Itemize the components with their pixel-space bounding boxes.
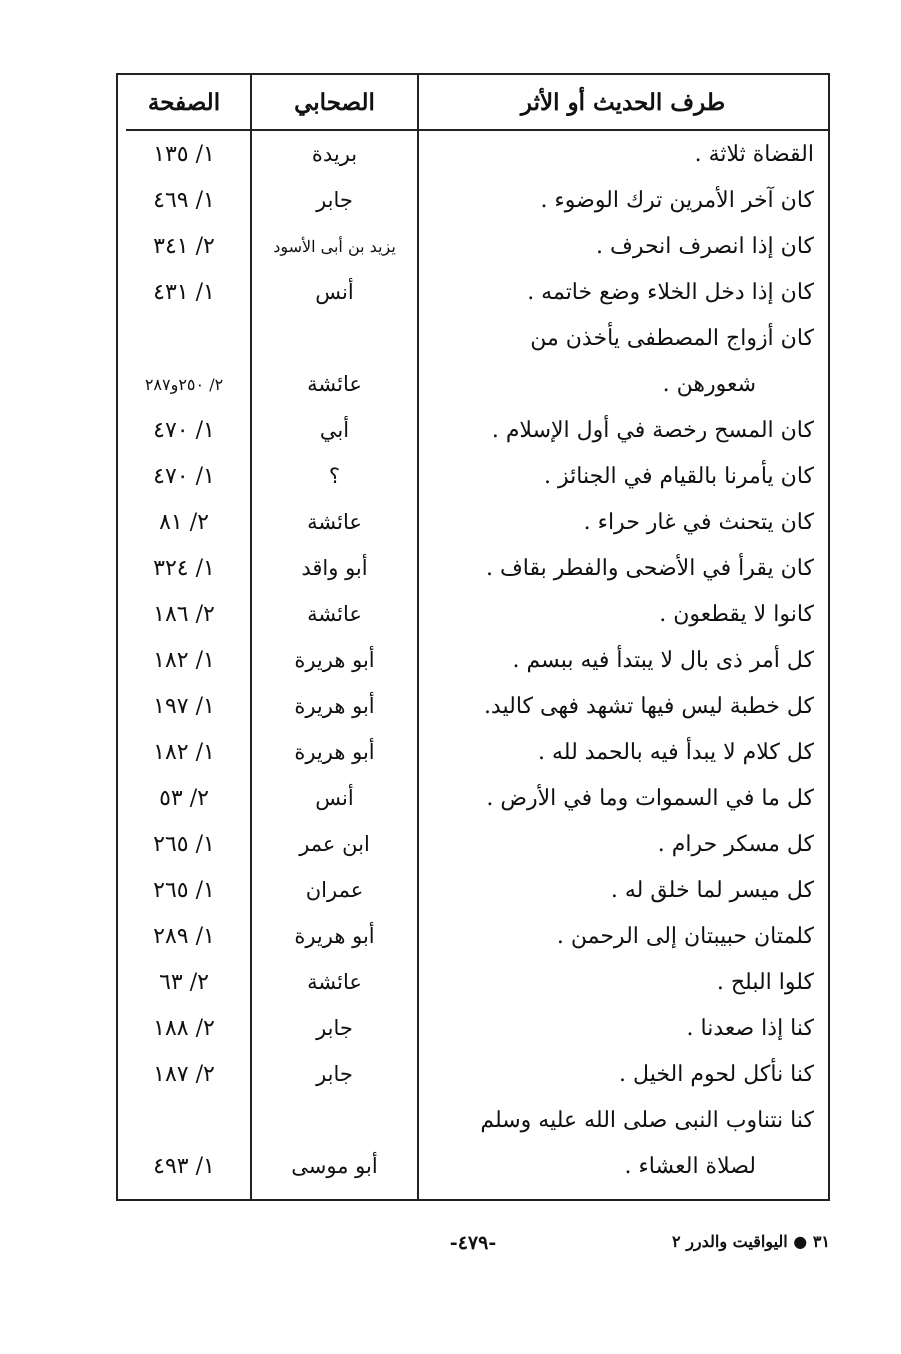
table-row: [118, 637, 828, 683]
companion-name: [252, 315, 417, 361]
hadith-text: كان المسح رخصة في أول الإسلام .: [491, 417, 814, 443]
hadith-text: كان يقرأ في الأضحى والفطر بقاف .: [485, 555, 814, 581]
hadith-text: كان أزواج المصطفى يأخذن من: [530, 325, 814, 351]
table-row: [118, 361, 828, 407]
companion-name: عائشة: [307, 510, 362, 534]
page-ref: [118, 1097, 250, 1143]
hadith-text: القضاة ثلاثة .: [694, 141, 814, 167]
header-companion-column: الصحابي: [294, 88, 375, 116]
header-page-column: الصفحة: [147, 88, 221, 116]
page-ref: ١/ ٢٦٥: [153, 877, 215, 903]
companion-name: ابن عمر: [299, 832, 370, 856]
companion-name: أبو هريرة: [294, 648, 375, 672]
companion-name: عائشة: [307, 970, 362, 994]
page-ref: ١/ ٢٦٥: [153, 831, 215, 857]
table-row: [118, 683, 828, 729]
companion-name: يزيد بن أبى الأسود: [273, 236, 396, 256]
table-row: [118, 453, 828, 499]
page-ref: [118, 315, 250, 361]
page-ref: ١/ ٣٢٤: [153, 555, 215, 581]
page-ref: ١/ ١٨٢: [153, 647, 215, 673]
table-row: [118, 913, 828, 959]
companion-name: جابر: [316, 188, 353, 212]
page-ref: ٢/ ١٨٨: [153, 1015, 215, 1041]
companion-name: جابر: [316, 1016, 353, 1040]
table-row: [118, 867, 828, 913]
table-row: [118, 1051, 828, 1097]
companion-name: عمران: [305, 878, 364, 902]
companion-name: أبو هريرة: [294, 924, 375, 948]
page-ref: ٢/ ٣٤١: [153, 233, 215, 259]
page-ref: ٢/ ١٨٧: [153, 1061, 215, 1087]
page-ref: ١/ ٤٧٠: [153, 463, 215, 489]
companion-name: عائشة: [307, 602, 362, 626]
header-text-column: طرف الحديث أو الأثر: [520, 88, 726, 116]
hadith-text: كان يأمرنا بالقيام في الجنائز .: [544, 463, 814, 489]
table-row: [118, 729, 828, 775]
page-number: -٤٧٩-: [449, 1232, 497, 1254]
hadith-text: كل خطبة ليس فيها تشهد فهى كاليد.: [483, 693, 814, 719]
companion-name: أبو موسى: [291, 1154, 378, 1178]
page-ref: ١/ ٤٣١: [153, 279, 215, 305]
page-ref: ٢/ ٦٣: [159, 969, 209, 995]
table-row: [118, 545, 828, 591]
companion-name: أبو هريرة: [294, 694, 375, 718]
table-row: [118, 131, 828, 177]
companion-name: ؟: [328, 464, 341, 488]
page-ref: ٢/ ٢٥٠و٢٨٧: [144, 374, 224, 394]
companion-name: أنس: [315, 280, 354, 304]
hadith-text: لصلاة العشاء .: [624, 1153, 756, 1179]
hadith-text: كان إذا انصرف انحرف .: [596, 233, 814, 259]
hadith-text: كانوا لا يقطعون .: [659, 601, 814, 627]
hadith-text: كنا نتناوب النبى صلى الله عليه وسلم: [480, 1107, 814, 1133]
page-ref: ١/ ٤٧٠: [153, 417, 215, 443]
hadith-text: كل ميسر لما خلق له .: [610, 877, 814, 903]
hadith-text: كل كلام لا يبدأ فيه بالحمد لله .: [538, 739, 814, 765]
table-row: [118, 223, 828, 269]
companion-name: [252, 1097, 417, 1143]
page-ref: ٢/ ١٨٦: [153, 601, 215, 627]
hadith-text: كان آخر الأمرين ترك الوضوء .: [540, 187, 814, 213]
companion-name: أبو واقد: [301, 556, 368, 580]
hadith-text: كلوا البلح .: [716, 969, 814, 995]
table-row: [118, 1097, 828, 1143]
page-footer: [116, 1232, 830, 1262]
table-row: [118, 821, 828, 867]
companion-name: عائشة: [307, 372, 362, 396]
table-row: [118, 959, 828, 1005]
hadith-text: شعورهن .: [662, 371, 756, 397]
hadith-text: كان إذا دخل الخلاء وضع خاتمه .: [527, 279, 814, 305]
table-row: [118, 315, 828, 361]
hadith-text: كل ما في السموات وما في الأرض .: [486, 785, 814, 811]
page-ref: ٢/ ٥٣: [159, 785, 209, 811]
page-ref: ١/ ١٨٢: [153, 739, 215, 765]
companion-name: أنس: [315, 786, 354, 810]
page-ref: ١/ ١٣٥: [153, 141, 215, 167]
book-signature: ٣١ ● اليواقيت والدرر ٢: [672, 1232, 830, 1251]
table-row: [118, 775, 828, 821]
table-row: [118, 1143, 828, 1189]
page-ref: ١/ ٤٦٩: [153, 187, 215, 213]
hadith-text: كنا إذا صعدنا .: [686, 1015, 814, 1041]
hadith-text: كلمتان حبيبتان إلى الرحمن .: [556, 923, 814, 949]
companion-name: جابر: [316, 1062, 353, 1086]
index-table: [116, 73, 830, 1201]
companion-name: بريدة: [311, 142, 358, 166]
table-row: [118, 591, 828, 637]
table-row: [118, 407, 828, 453]
hadith-text: كل أمر ذى بال لا يبتدأ فيه ببسم .: [512, 647, 814, 673]
table-row: [118, 177, 828, 223]
companion-name: أبي: [319, 418, 350, 442]
table-row: [118, 499, 828, 545]
table-row: [118, 1005, 828, 1051]
hadith-text: كان يتحنث في غار حراء .: [583, 509, 814, 535]
hadith-text: كل مسكر حرام .: [657, 831, 814, 857]
page-ref: ١/ ٤٩٣: [153, 1153, 215, 1179]
table-row: [118, 269, 828, 315]
page-ref: ٢/ ٨١: [159, 509, 209, 535]
hadith-text: كنا نأكل لحوم الخيل .: [619, 1061, 814, 1087]
page-ref: ١/ ٢٨٩: [153, 923, 215, 949]
page-ref: ١/ ١٩٧: [153, 693, 215, 719]
companion-name: أبو هريرة: [294, 740, 375, 764]
